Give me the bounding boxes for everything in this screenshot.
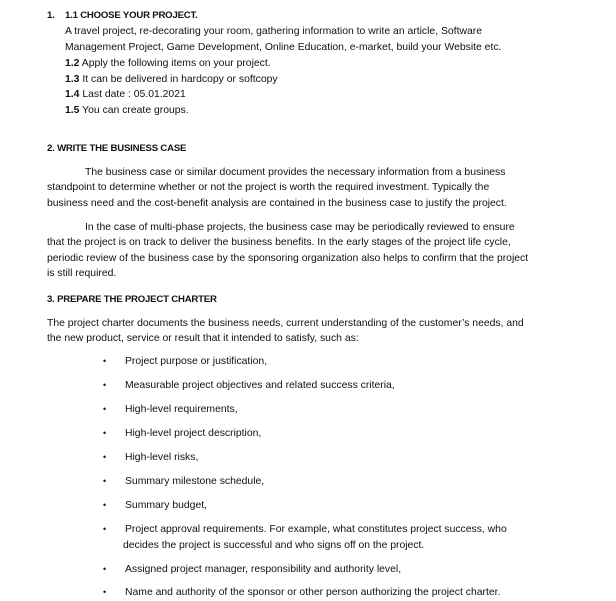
- section2-para2-line: In the case of multi-phase projects, the business case may be periodically reviewed to ensure: [85, 222, 515, 233]
- bullet-item-text: Summary budget,: [125, 500, 208, 511]
- bullet-item-text-continued: decides the project is successful and who signs off on the project.: [123, 540, 425, 551]
- section2-para1-line: The business case or similar document provides the necessary information from a business: [85, 167, 506, 178]
- bullet-dot: •: [103, 564, 107, 574]
- bullet-item-text: Measurable project objectives and related success criteria,: [125, 380, 395, 391]
- bullet-dot: •: [103, 428, 107, 438]
- section1-item-number: 1.3: [65, 74, 80, 85]
- section2-para2-line: that the project is on track to deliver the business benefits. In the early stages of the project life cycle,: [47, 237, 511, 248]
- bullet-dot: •: [103, 500, 107, 510]
- section1-item-text: Apply the following items on your project.: [81, 58, 271, 69]
- section3-intro-line: The project charter documents the business needs, current understanding of the customer’s needs, and: [47, 318, 524, 329]
- section1-item: [65, 56, 271, 72]
- section1-item-text: It can be delivered in hardcopy or softcopy: [82, 74, 278, 85]
- section3-intro-line: the new product, service or result that it intended to satisfy, such as:: [47, 333, 359, 344]
- bullet-item-text: Project purpose or justification,: [125, 356, 268, 367]
- bullet-dot: •: [103, 452, 107, 462]
- section2-para2-line: periodic review of the business case by the sponsoring organization also helps to confirm that the project: [47, 253, 529, 264]
- section1-desc-line1: A travel project, re-decorating your room, gathering information to write an article, Software: [65, 26, 482, 37]
- bullet-item-text: High-level risks,: [125, 452, 199, 463]
- bullet-item-text: Summary milestone schedule,: [125, 476, 265, 487]
- section1-item: [65, 103, 189, 119]
- section1-item-text: Last date : 05.01.2021: [82, 89, 186, 100]
- section1-item: [65, 72, 278, 88]
- bullet-dot: •: [103, 476, 107, 486]
- bullet-dot: •: [103, 587, 107, 597]
- bullet-item-text: High-level requirements,: [125, 404, 238, 415]
- section1-item: [65, 87, 186, 103]
- section2-para1-line: standpoint to determine whether or not the project is worth the required investment. Typically the: [47, 182, 490, 193]
- bullet-item-text: Name and authority of the sponsor or other person authorizing the project charter.: [125, 587, 501, 598]
- section2-para1-line: business need and the cost-benefit analysis are contained in the business case to justify the project.: [47, 198, 507, 209]
- section1-number: 1.: [47, 10, 55, 21]
- bullet-item-text: High-level project description,: [125, 428, 262, 439]
- section1-item-number: 1.2: [65, 58, 80, 69]
- section1-item-number: 1.5: [65, 105, 80, 116]
- section1-title: 1.1 CHOOSE YOUR PROJECT.: [65, 10, 198, 21]
- section1-item-number: 1.4: [65, 89, 80, 100]
- section2-title: 2. WRITE THE BUSINESS CASE: [47, 143, 187, 154]
- bullet-item-text: Assigned project manager, responsibility and authority level,: [125, 564, 402, 575]
- section1-desc-line2: Management Project, Game Development, Online Education, e-market, build your Website etc.: [65, 42, 502, 53]
- bullet-dot: •: [103, 524, 107, 534]
- bullet-dot: •: [103, 356, 107, 366]
- bullet-item-text: Project approval requirements. For example, what constitutes project success, who: [125, 524, 507, 535]
- section2-para2-line: is still required.: [47, 268, 117, 279]
- bullet-dot: •: [103, 404, 107, 414]
- bullet-dot: •: [103, 380, 107, 390]
- section1-item-text: You can create groups.: [82, 105, 189, 116]
- section3-title: 3. PREPARE THE PROJECT CHARTER: [47, 294, 217, 305]
